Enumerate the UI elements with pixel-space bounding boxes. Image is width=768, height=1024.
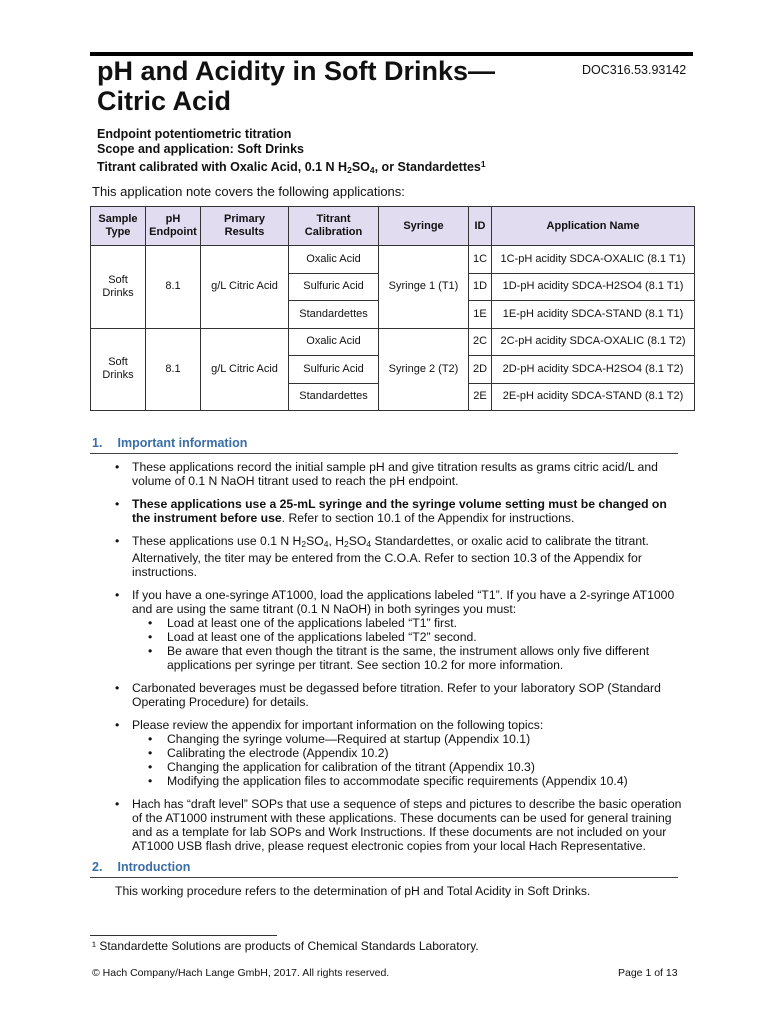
sub-list-item: • Modifying the application files to accommodate specific requirements (Appendix 10.4)	[132, 774, 684, 788]
important-info-list	[114, 460, 684, 862]
sub-list	[132, 732, 684, 788]
cell-sample-type: Soft Drinks	[91, 328, 146, 411]
cell-calibration: Sulfuric Acid	[289, 356, 379, 384]
sub-list-item: • Load at least one of the applications labeled “T1” first.	[132, 616, 684, 630]
cell-id: 2C	[469, 328, 492, 356]
list-item-text: • If you have a one-syringe AT1000, load the applications labeled “T1”. If you have a 2-syringe AT1000 and are using the same titrant (0.1 N NaOH) in both syringes you must:	[132, 588, 675, 616]
sub-list	[132, 616, 684, 672]
meta-method: Endpoint potentiometric titration	[97, 127, 292, 141]
meta-titrant: Titrant calibrated with Oxalic Acid, 0.1 N $H_2SO_4$, or Standardettes$^1$	[97, 159, 486, 175]
list-item: • Carbonated beverages must be degassed before titration. Refer to your laboratory SOP (Standard Operating Procedure) for details.	[114, 681, 684, 709]
sub-list-item: • Be aware that even though the titrant is the same, the instrument allows only five different applications per syringe per titrant. See section 10.2 for more information.	[132, 644, 684, 672]
cell-id: 2D	[469, 356, 492, 384]
section-heading	[90, 436, 678, 454]
page-number: Page 1 of 13	[618, 967, 678, 979]
cell-calibration: Sulfuric Acid	[289, 273, 379, 301]
cell-ph-endpoint: 8.1	[146, 328, 201, 411]
document-meta	[97, 127, 486, 178]
cell-id: 1D	[469, 273, 492, 301]
section-heading	[90, 860, 678, 878]
cell-calibration: Oxalic Acid	[289, 328, 379, 356]
list-item-text: • Please review the appendix for important information on the following topics:	[132, 718, 544, 732]
sub-list-item: • Load at least one of the applications labeled “T2” second.	[132, 630, 684, 644]
title-line-1: pH and Acidity in Soft Drinks—	[97, 56, 496, 86]
list-item: • These applications use a 25-mL syringe and the syringe volume setting must be changed on the instrument before use. Refer to section 10.1 of the Appendix for instructions.	[114, 497, 684, 525]
cell-syringe: Syringe 1 (T1)	[379, 246, 469, 329]
col-sample-type: Sample Type	[91, 207, 146, 246]
cell-syringe: Syringe 2 (T2)	[379, 328, 469, 411]
footnote: ¹ Standardette Solutions are products of Chemical Standards Laboratory.	[92, 939, 479, 953]
col-syringe: Syringe	[379, 207, 469, 246]
cell-application-name: 1D-pH acidity SDCA-H2SO4 (8.1 T1)	[492, 273, 695, 301]
table-header-row	[91, 207, 695, 246]
footnote-divider	[90, 935, 277, 936]
sub-list-item: • Changing the syringe volume—Required at startup (Appendix 10.1)	[132, 732, 684, 746]
col-titrant-calibration: Titrant Calibration	[289, 207, 379, 246]
sub-list-item: • Changing the application for calibration of the titrant (Appendix 10.3)	[132, 760, 684, 774]
cell-application-name: 1C-pH acidity SDCA-OXALIC (8.1 T1)	[492, 246, 695, 274]
cell-calibration: Oxalic Acid	[289, 246, 379, 274]
applications-table	[90, 206, 695, 411]
section-2-header	[90, 860, 678, 878]
table-row	[91, 328, 695, 356]
doc-number: DOC316.53.93142	[582, 63, 687, 77]
col-primary-results: Primary Results	[201, 207, 289, 246]
cell-sample-type: Soft Drinks	[91, 246, 146, 329]
sub-list-item: • Calibrating the electrode (Appendix 10.2)	[132, 746, 684, 760]
cell-application-name: 1E-pH acidity SDCA-STAND (8.1 T1)	[492, 301, 695, 329]
page-title	[97, 56, 557, 116]
cell-ph-endpoint: 8.1	[146, 246, 201, 329]
table-row	[91, 246, 695, 274]
section-title: Introduction	[117, 860, 191, 874]
col-application-name: Application Name	[492, 207, 695, 246]
list-item: • These applications use 0.1 N $H_2SO_4$, $H_2SO_4$ Standardettes, or oxalic acid to calibrate the titrant. Alternatively, the titer may be entered from the C.O.A. Refer to section 10.3 of the Appendix for instructions.	[114, 534, 684, 579]
section-number: 2.	[92, 860, 103, 874]
list-item	[114, 588, 684, 672]
cell-application-name: 2D-pH acidity SDCA-H2SO4 (8.1 T2)	[492, 356, 695, 384]
cell-calibration: Standardettes	[289, 301, 379, 329]
col-id: ID	[469, 207, 492, 246]
intro-text: This application note covers the following applications:	[92, 184, 405, 199]
cell-id: 2E	[469, 383, 492, 411]
section-1-header	[90, 436, 678, 454]
col-ph-endpoint: pH Endpoint	[146, 207, 201, 246]
list-item: • Hach has “draft level” SOPs that use a sequence of steps and pictures to describe the basic operation of the AT1000 instrument with these applications. These documents can be used for general training and as a template for lab SOPs and Work Instructions. If these documents are not included on your AT1000 USB flash drive, please request electronic copies from your local Hach Representative.	[114, 797, 684, 853]
section-title: Important information	[117, 436, 248, 450]
meta-scope: Scope and application: Soft Drinks	[97, 142, 304, 156]
section-number: 1.	[92, 436, 103, 450]
cell-primary-results: g/L Citric Acid	[201, 328, 289, 411]
introduction-text: This working procedure refers to the determination of pH and Total Acidity in Soft Drinks.	[115, 884, 591, 898]
list-item	[114, 718, 684, 788]
cell-id: 1E	[469, 301, 492, 329]
title-line-2: Citric Acid	[97, 86, 232, 116]
list-item: • These applications record the initial sample pH and give titration results as grams citric acid/L and volume of 0.1 N NaOH titrant used to reach the pH endpoint.	[114, 460, 684, 488]
cell-calibration: Standardettes	[289, 383, 379, 411]
cell-application-name: 2E-pH acidity SDCA-STAND (8.1 T2)	[492, 383, 695, 411]
cell-primary-results: g/L Citric Acid	[201, 246, 289, 329]
cell-id: 1C	[469, 246, 492, 274]
copyright: © Hach Company/Hach Lange GmbH, 2017. All rights reserved.	[92, 967, 390, 979]
cell-application-name: 2C-pH acidity SDCA-OXALIC (8.1 T2)	[492, 328, 695, 356]
